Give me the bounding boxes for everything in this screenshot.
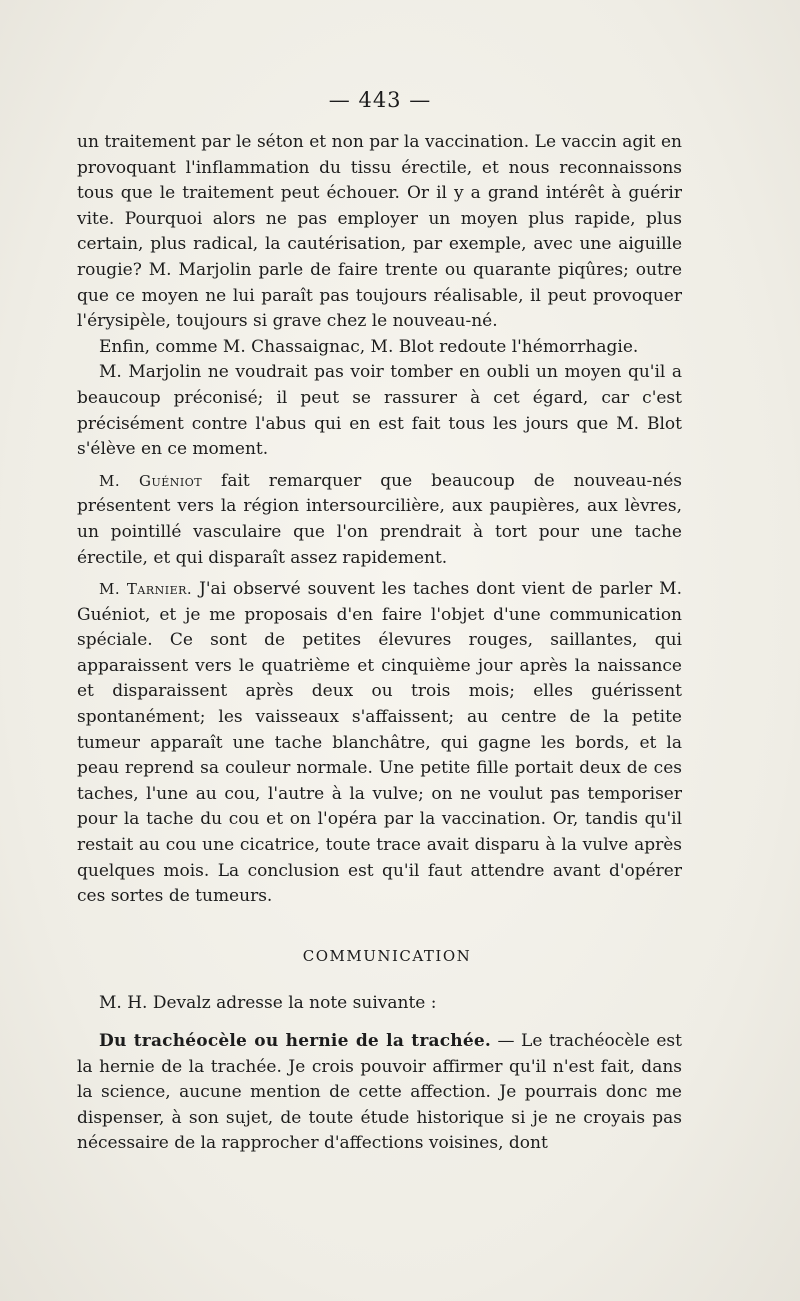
speaker-name: M. Tarnier. — [99, 580, 193, 599]
article-text: — Le trachéocèle est la hernie de la trachée. Je crois pouvoir affirmer qu'il n'est fait, dans la science, aucune mention de cette affection. Je pourrais donc me dispenser, à son sujet, de toute étude historique si je ne croyais pas nécessaire de la rapprocher d'affections voisines, dont — [77, 1031, 682, 1154]
body-text — [77, 130, 682, 1157]
paragraph — [77, 130, 682, 335]
section-heading: COMMUNICATION — [302, 946, 472, 965]
paragraph-text: Enfin, comme M. Chassaignac, M. Blot redoute l'hémorrhagie. — [99, 336, 639, 357]
paragraph-text: M. Marjolin ne voudrait pas voir tomber en oubli un moyen qu'il a beaucoup préconisé; il peut se rassurer à cet égard, car c'est précisément contre l'abus qui en est fait tous les jours que M. Blot s'élève en ce moment. — [77, 362, 682, 460]
page-number: — 443 — — [328, 88, 432, 112]
paragraph-text: J'ai observé souvent les taches dont vient de parler M. Guéniot, et je me proposais d'en faire l'objet d'une communication spéciale. Ce sont de petites élevures rouges, saillantes, qui apparaissent vers le quatrième et cinquième jour après la naissance et disparaissent après deux ou trois mois; elles guérissent spontanément; les vaisseaux s'affaissent; au centre de la petite tumeur apparaît une tache blanchâtre, qui gagne les bords, et la peau reprend sa couleur normale. Une petite fille portait deux de ces taches, l'une au cou, l'autre à la vulve; on ne voulut pas temporiser pour la tache du cou et on l'opéra par la vaccination. Or, tandis qu'il restait au cou une cicatrice, toute trace avait disparu à la vulve après quelques mois. La conclusion est qu'il faut attendre avant d'opérer ces sortes de tumeurs. — [77, 579, 682, 907]
article-title: Du trachéocèle ou hernie de la trachée. — [99, 1031, 491, 1051]
paragraph — [77, 577, 682, 910]
paragraph — [77, 360, 682, 462]
paragraph — [77, 335, 682, 361]
paragraph-text: fait remarquer que beaucoup de nouveau-nés présentent vers la région intersourcilière, aux paupières, aux lèvres, un pointillé vasculaire que l'on prendrait à tort pour une tache érectile, et qui disparaît assez rapidement. — [77, 470, 682, 568]
speaker-name: M. Guéniot — [99, 471, 203, 490]
intro-line: M. H. Devalz adresse la note suivante : — [99, 993, 437, 1014]
paragraph — [77, 469, 682, 571]
article-paragraph — [77, 1029, 682, 1157]
paragraph-text: un traitement par le séton et non par la vaccination. Le vaccin agit en provoquant l'inflammation du tissu érectile, et nous reconnaissons tous que le traitement peut échouer. Or il y a grand intérêt à guérir vite. Pourquoi alors ne pas employer un moyen plus rapide, plus certain, plus radical, la cautérisation, par exemple, avec une aiguille rougie? M. Marjolin parle de faire trente ou quarante piqûres; outre que ce moyen ne lui paraît pas toujours réalisable, il peut provoquer l'érysipèle, toujours si grave chez le nouveau-né. — [77, 132, 682, 332]
